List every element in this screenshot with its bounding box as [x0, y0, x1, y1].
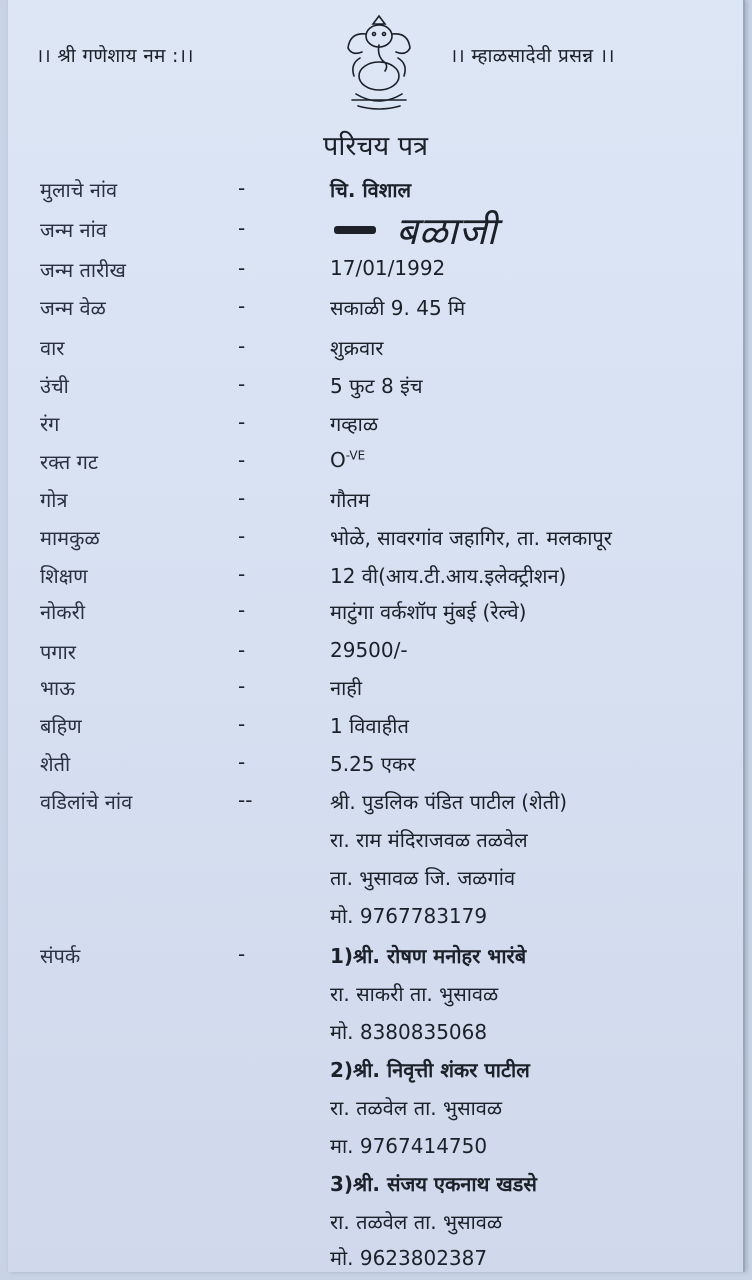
detail-label: गोत्र: [40, 488, 68, 512]
contact-name: 3)श्री. संजय एकनाथ खडसे: [330, 1172, 537, 1196]
contact-name: 2)श्री. निवृत्ती शंकर पाटील: [330, 1058, 530, 1082]
detail-label: जन्म नांव: [40, 218, 107, 242]
detail-dash: -: [238, 334, 246, 358]
detail-row: [8, 524, 743, 560]
detail-dash: -: [238, 448, 246, 472]
detail-value: 12 वी(आय.टी.आय.इलेक्ट्रीशन): [330, 564, 567, 588]
detail-row: [8, 750, 743, 786]
detail-label: पगार: [40, 640, 76, 664]
detail-value: गौतम: [330, 488, 370, 512]
detail-label: नोकरी: [40, 600, 85, 624]
detail-dash: -: [238, 256, 246, 280]
detail-label: मुलाचे नांव: [40, 178, 118, 202]
detail-row: [8, 562, 743, 598]
detail-dash: -: [238, 674, 246, 698]
detail-label: भाऊ: [40, 676, 75, 700]
detail-label: वार: [40, 336, 65, 360]
detail-dash: -: [238, 562, 246, 586]
contact-address: रा. साकरी ता. भुसावळ: [330, 982, 499, 1006]
detail-dash: --: [238, 788, 253, 812]
detail-label: शिक्षण: [40, 564, 88, 588]
detail-dash: -: [238, 750, 246, 774]
detail-value: 5.25 एकर: [330, 752, 416, 776]
detail-dash: -: [238, 638, 246, 662]
detail-value: गव्हाळ: [330, 412, 379, 436]
detail-label: मामकुळ: [40, 526, 100, 550]
detail-value: सकाळी 9. 45 मि: [330, 296, 466, 320]
detail-row: [8, 410, 743, 446]
header-left-invocation: ।। श्री गणेशाय नम :।।: [36, 45, 194, 67]
detail-value: [330, 448, 365, 472]
detail-dash: -: [238, 294, 246, 318]
detail-label: जन्म वेळ: [40, 296, 106, 320]
contact-label: संपर्क: [40, 944, 81, 968]
page-title: परिचय पत्र: [323, 131, 428, 162]
header-right-invocation: ।। म्हाळसादेवी प्रसन्न ।।: [450, 45, 615, 67]
detail-row: [8, 256, 743, 292]
detail-value: श्री. पुडलिक पंडित पाटील (शेती): [330, 790, 568, 814]
detail-value: भोळे, सावरगांव जहागिर, ता. मलकापूर: [330, 526, 612, 550]
detail-value: चि. विशाल: [330, 178, 412, 202]
contact-address: रा. तळवेल ता. भुसावळ: [330, 1096, 503, 1120]
blood-group-value: O: [330, 448, 346, 472]
contact-phone: मो. 9623802387: [330, 1246, 488, 1270]
detail-row: [8, 448, 743, 484]
detail-value: नाही: [330, 676, 363, 700]
father-address-line: ता. भुसावळ जि. जळगांव: [330, 866, 516, 890]
detail-value: 1 विवाहीत: [330, 714, 409, 738]
detail-label: उंची: [40, 374, 69, 398]
detail-dash: -: [238, 216, 246, 240]
contact-name: 1)श्री. रोषण मनोहर भारंबे: [330, 944, 527, 968]
detail-dash: -: [238, 372, 246, 396]
struck-out-text: [334, 226, 376, 234]
detail-label: जन्म तारीख: [40, 258, 126, 282]
detail-row: [8, 598, 743, 634]
detail-row: [8, 638, 743, 674]
detail-label: वडिलांचे नांव: [40, 790, 133, 814]
detail-dash: -: [238, 524, 246, 548]
detail-row: [8, 176, 743, 212]
detail-value: 29500/-: [330, 638, 408, 662]
contact-address: रा. तळवेल ता. भुसावळ: [330, 1210, 503, 1234]
detail-row: [8, 334, 743, 370]
detail-row: [8, 216, 743, 252]
detail-row: [8, 712, 743, 748]
detail-label: रंग: [40, 412, 60, 436]
detail-row: [8, 372, 743, 408]
detail-row: [8, 486, 743, 522]
detail-value: माटुंगा वर्कशॉप मुंबई (रेल्वे): [330, 600, 527, 624]
detail-value: 5 फुट 8 इंच: [330, 374, 423, 398]
blood-group-rh: -VE: [345, 448, 366, 463]
detail-label: बहिण: [40, 714, 82, 738]
detail-row: [8, 294, 743, 330]
contact-phone: मो. 8380835068: [330, 1020, 488, 1044]
detail-row: [8, 788, 743, 824]
detail-label: रक्त गट: [40, 450, 98, 474]
detail-dash: -: [238, 942, 246, 966]
handwritten-birth-name: बळाजी: [396, 209, 498, 253]
contact-row: [8, 942, 743, 978]
ganesh-icon: [338, 12, 420, 112]
detail-value: 17/01/1992: [330, 256, 446, 280]
detail-dash: -: [238, 712, 246, 736]
father-phone: मो. 9767783179: [330, 904, 488, 928]
detail-row: [8, 674, 743, 710]
detail-dash: -: [238, 410, 246, 434]
detail-value: शुक्रवार: [330, 336, 384, 360]
biodata-sheet: [8, 0, 745, 1272]
detail-dash: -: [238, 486, 246, 510]
father-address-line: रा. राम मंदिराजवळ तळवेल: [330, 828, 528, 852]
detail-dash: -: [238, 598, 246, 622]
detail-dash: -: [238, 176, 246, 200]
detail-label: शेती: [40, 752, 71, 776]
contact-phone: मा. 9767414750: [330, 1134, 488, 1158]
